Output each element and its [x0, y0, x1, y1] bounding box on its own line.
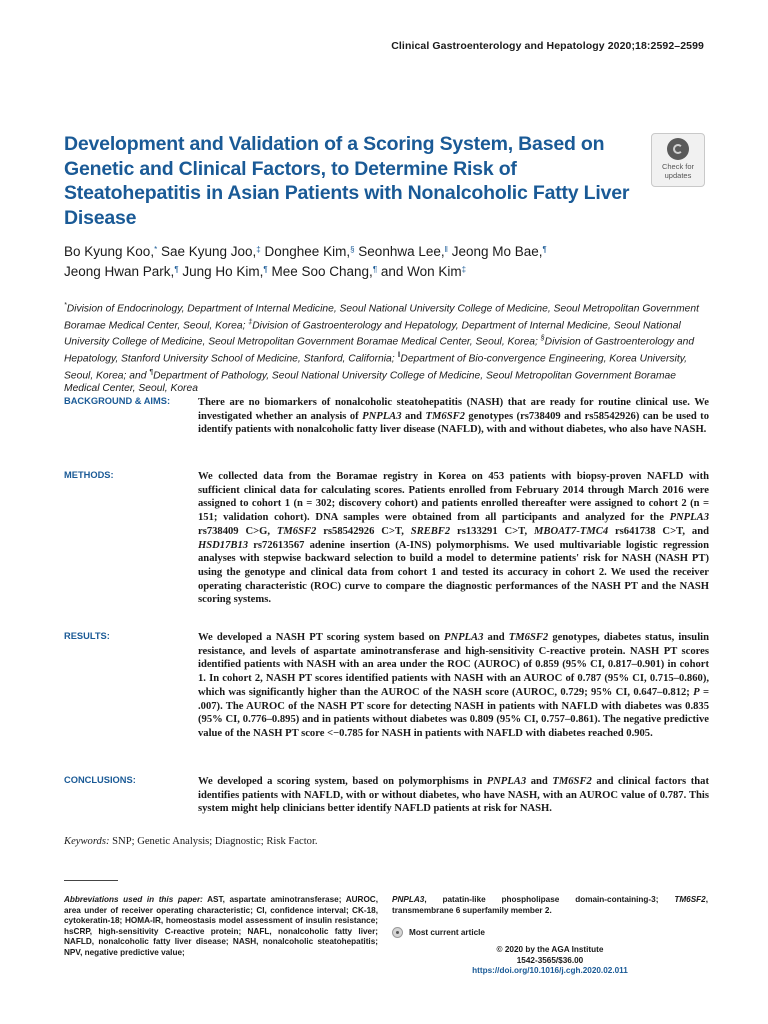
author: Seonhwa Lee, [358, 244, 445, 259]
article-title: Development and Validation of a Scoring System, Based on Genetic and Clinical Factors, to Determine Risk of Steatohepatitis in Asian Patients with Nonalcoholic Fatty Liver Disease [64, 133, 630, 229]
affiliations: *Division of Endocrinology, Department of Internal Medicine, Seoul National University College of Medicine, Seoul Metropolitan Government Boramae Medical Center, Seoul, Korea; ‡Division of Gastroenterology and Hepatology, Department of Internal Medicine, Seoul National University College of Medicine, Seoul Metropolitan Government Boramae Medical Center, Seoul, Korea; §Division of Gastroenterology and Hepatology, Stanford University School of Medicine, Stanford, California; ‖Department of Bio-convergence Engineering, Korea University, Seoul, Korea; and ¶Department of Pathology, Seoul National University College of Medicine, Seoul Metropolitan Government Boramae Medical Center, Seoul, Korea [64, 302, 699, 395]
author: Mee Soo Chang, [271, 263, 373, 279]
author: and Won Kim [380, 263, 462, 279]
footnote-divider [64, 880, 118, 881]
section-text: There are no biomarkers of nonalcoholic steatohepatitis (NASH) that are ready for routine clinical use. We investigated whether an analysis of PNPLA3 and TM6SF2 genotypes (rs738409 and rs58542926) can be used to identify patients with nonalcoholic fatty liver disease (NAFLD), with and without diabetes, who also have NASH. [198, 397, 709, 436]
author: Bo Kyung Koo, [64, 244, 155, 259]
copyright-line: © 2020 by the AGA Institute [496, 945, 604, 954]
most-current-icon [392, 927, 403, 938]
copyright-block [392, 945, 708, 977]
doi-link[interactable]: https://doi.org/10.1016/j.cgh.2020.02.011 [472, 966, 628, 976]
journal-citation: Clinical Gastroenterology and Hepatology 2020;18:2592–2599 [391, 40, 704, 52]
abbreviations-continued: PNPLA3, patatin-like phospholipase domain-containing-3; TM6SF2, transmembrane 6 superfamily member 2. [392, 895, 708, 915]
keywords: Keywords: SNP; Genetic Analysis; Diagnostic; Risk Factor. [64, 836, 318, 847]
section-text: We developed a scoring system, based on polymorphisms in PNPLA3 and TM6SF2 and clinical factors that identifies patients with NAFLD, with or without diabetes, who have NASH, with an AUROC value of 0.787. This system might help clinicians better identify NAFLD patients at risk for NASH. [198, 776, 709, 815]
check-for-updates-badge[interactable] [651, 133, 705, 187]
badge-label: Check for updates [661, 162, 695, 180]
section-label: METHODS: [64, 470, 114, 480]
author: Jung Ho Kim, [182, 263, 264, 279]
section-text: We developed a NASH PT scoring system based on PNPLA3 and TM6SF2 genotypes, diabetes status, insulin resistance, and levels of aspartate aminotransferase and high-sensitivity C-reactive protein. NASH PT scores identified patients with NASH with an area under the ROC (AUROC) of 0.859 (95% CI, 0.817–0.901) in cohort 1. In cohort 2, NASH PT scores identified patients with NASH with an AUROC of 0.787 (95% CI, 0.715–0.860), which was significantly higher than the AUROC of the NASH score (AUROC, 0.729; 95% CI, 0.647–0.812; P = .007). The AUROC of the NASH PT score for detecting NASH in patients with NAFLD with diabetes was 0.835 (95% CI, 0.776–0.895) and in patients without diabetes was 0.809 (95% CI, 0.757–0.861). The negative predictive value of the NASH PT score <−0.785 for NASH in patients with NAFLD with diabetes reached 0.905. [198, 632, 710, 739]
most-current-article[interactable]: Most current article [392, 927, 485, 938]
issn-line: 1542-3565/$36.00 [516, 955, 584, 965]
section-text: We collected data from the Boramae registry in Korea on 453 patients with biopsy-proven NAFLD with sufficient clinical data for calculating scores. Patients enrolled from February 2014 through March 2016 were assigned to cohort 1 (n = 302; discovery cohort) and patients enrolled thereafter were assigned to cohort 2 (n = 151; validation cohort). DNA samples were obtained from all participants and analyzed for the PNPLA3 rs738409 C>G, TM6SF2 rs58542926 C>T, SREBF2 rs133291 C>T, MBOAT7-TMC4 rs641738 C>T, and HSD17B13 rs72613567 adenine insertion (A-INS) polymorphisms. We used multivariable logistic regression analyses with stepwise backward selection to build a model to determine patients' risk for NASH (NASH PT) using the genotype and clinical data from cohort 1 and tested its accuracy in cohort 2. We used the receiver operating characteristic (ROC) curve to compare the diagnostic performances of the NASH PT and the NASH scoring systems. [198, 471, 709, 606]
abbreviations: Abbreviations used in this paper: AST, aspartate aminotransferase; AUROC, area under of receiver operating characteristic; CI, confidence interval; CK-18, cytokeratin-18; HOMA-IR, homeostasis model assessment of insulin resistance; hsCRP, high-sensitivity C-reactive protein; NAFL, nonalcoholic fatty liver; NAFLD, nonalcoholic fatty liver disease; NASH, nonalcoholic steatohepatitis; NPV, negative predictive value; [64, 895, 378, 957]
author: Donghee Kim, [264, 244, 351, 259]
section-label: BACKGROUND & AIMS: [64, 396, 171, 406]
author: Sae Kyung Joo, [160, 244, 257, 259]
author-list: Bo Kyung Koo,* Sae Kyung Joo,‡ Donghee Kim,§ Seonhwa Lee,‖ Jeong Mo Bae,¶ Jeong Hwan Park,¶ Jung Ho Kim,¶ Mee Soo Chang,¶ and Won Kim‡ [64, 244, 547, 279]
section-label: RESULTS: [64, 631, 110, 641]
section-label: CONCLUSIONS: [64, 775, 136, 785]
author: Jeong Mo Bae, [451, 244, 543, 259]
check-updates-icon [667, 138, 689, 160]
author: Jeong Hwan Park, [64, 263, 175, 279]
